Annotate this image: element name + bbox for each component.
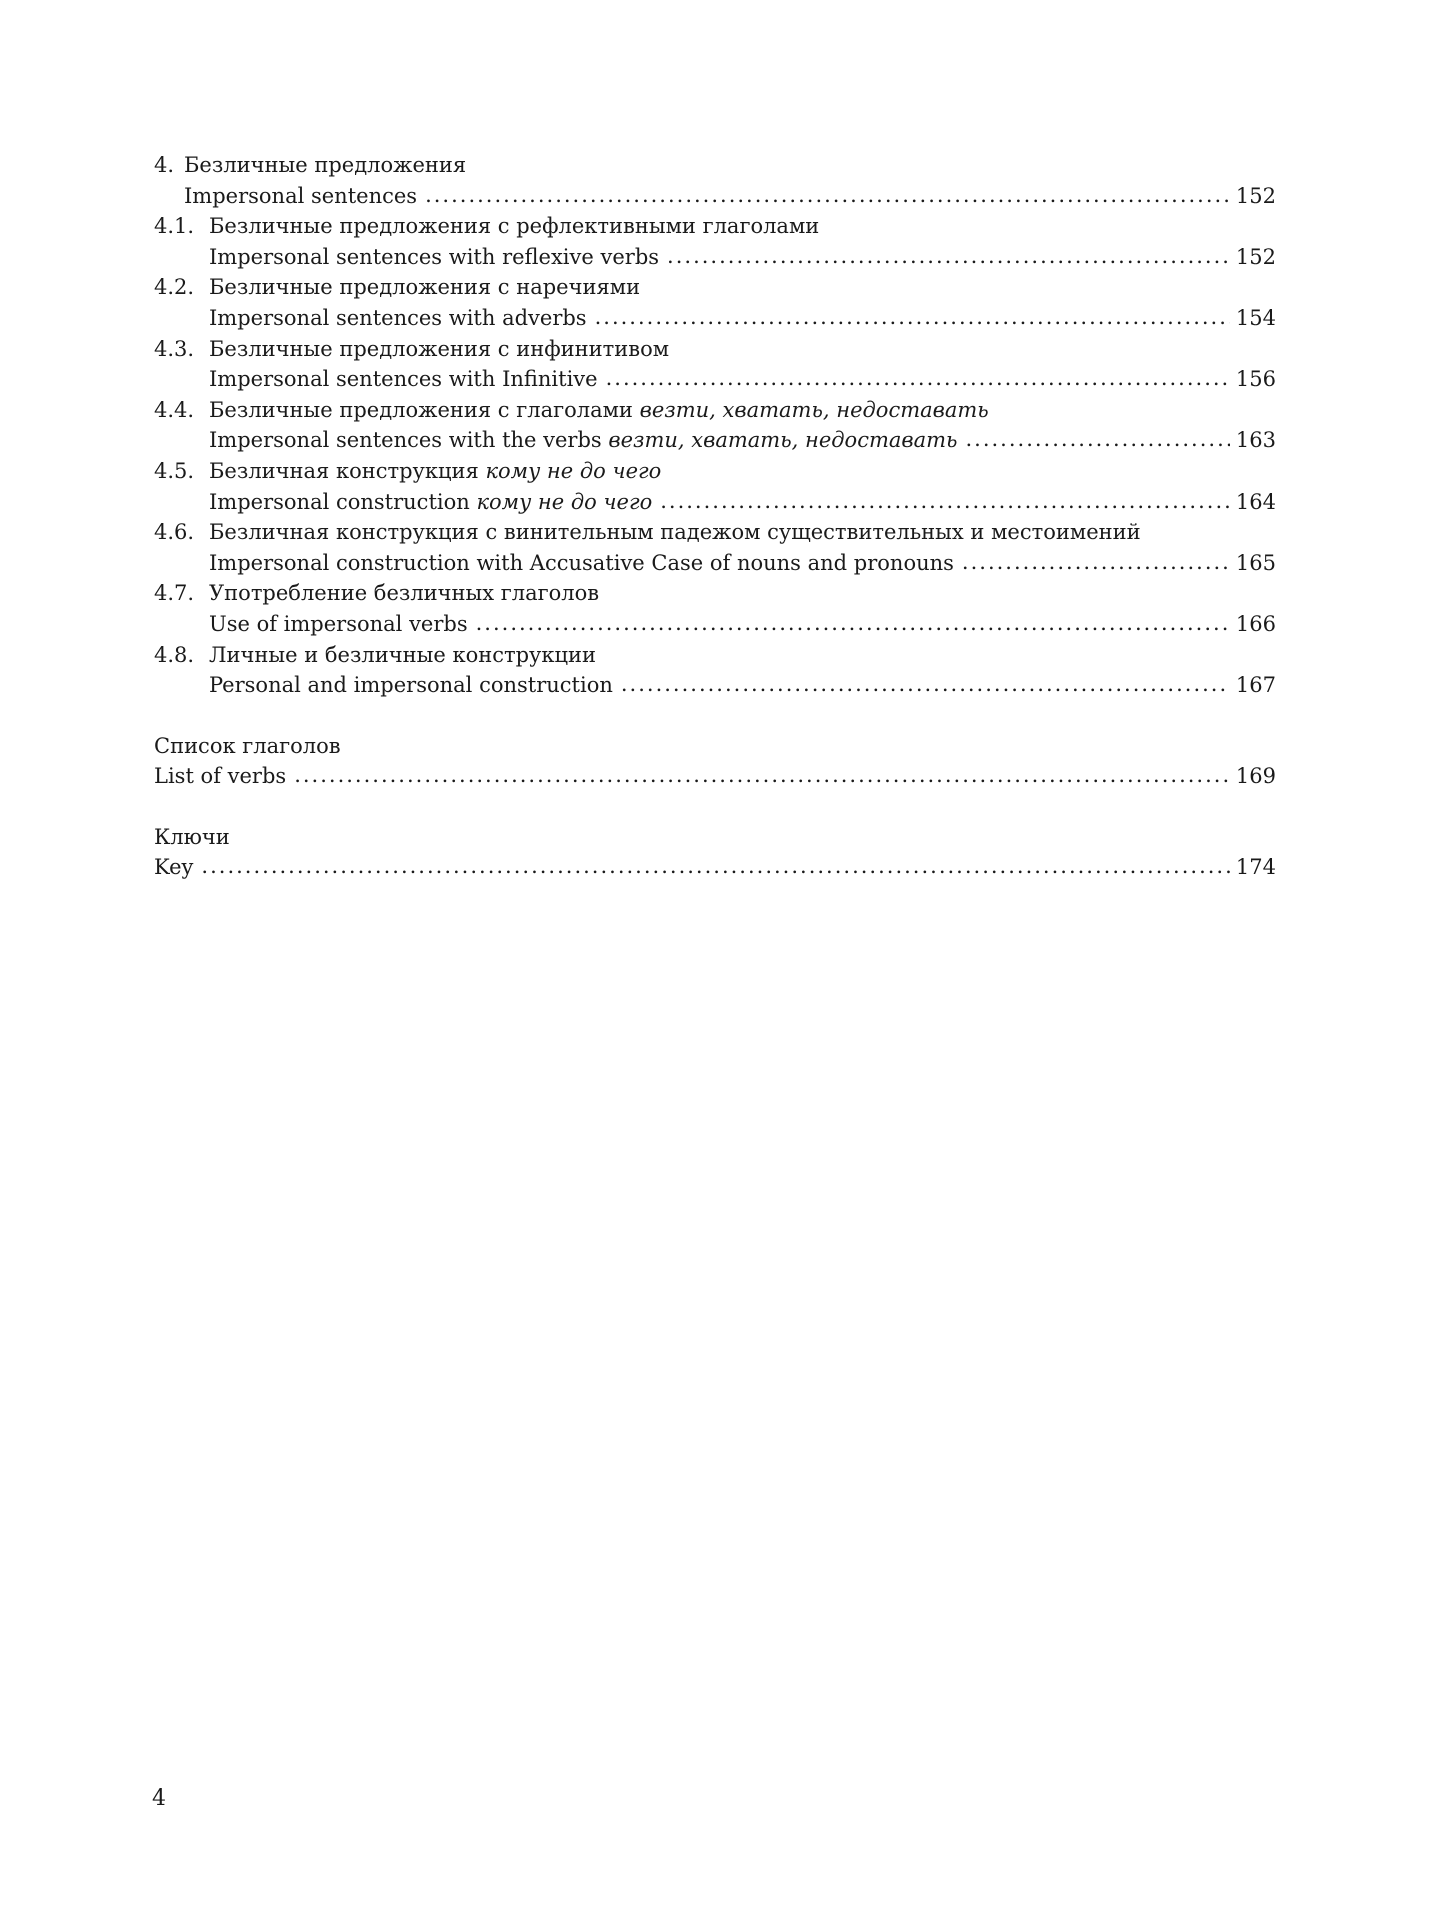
toc-subsection-4-5-heading: [154, 456, 1276, 487]
toc-dot-leader: [476, 608, 1230, 639]
toc-subsection-title-en: Personal and impersonal construction: [209, 673, 613, 698]
toc-section-4-entry[interactable]: [154, 181, 1276, 212]
toc-dot-leader: [965, 424, 1229, 455]
toc-section-4-heading: [154, 150, 1276, 181]
toc-subsection-4-2-entry[interactable]: [154, 303, 1276, 334]
toc-subsection-4-1-entry[interactable]: [154, 242, 1276, 273]
toc-page-number: 154: [1235, 305, 1276, 330]
toc-dot-leader: [606, 363, 1230, 394]
toc-spacer: [154, 792, 1276, 822]
toc-subsection-title-en-plain: Impersonal sentences with the verbs: [209, 428, 602, 453]
toc-subsection-title-ru-italic: кому не до чего: [485, 458, 662, 483]
toc-subsection-4-6-heading: [154, 517, 1276, 548]
toc-subsection-4-7-entry[interactable]: [154, 609, 1276, 640]
toc-subsection-title-en: Impersonal sentences with adverbs: [209, 305, 587, 330]
toc-subsection-title-en-italic: везти, хватать, недоставать: [608, 428, 958, 453]
toc-section-number: 4.: [154, 153, 175, 177]
toc-subsection-number: 4.8.: [154, 642, 195, 667]
toc-subsection-title-ru: Безличные предложения с наречиями: [209, 275, 641, 300]
toc-dot-leader: [201, 851, 1229, 882]
toc-subsection-title-ru: Употребление безличных глаголов: [209, 581, 600, 606]
toc-subsection-title-ru: Безличные предложения с рефлективными глаголами: [209, 214, 820, 239]
toc-dot-leader: [667, 241, 1230, 272]
toc-section-title-ru: Безличные предложения: [184, 153, 467, 177]
toc-page-number: 166: [1235, 611, 1276, 636]
toc-appendix-title-ru: Список глаголов: [154, 733, 341, 758]
toc-appendix-title-en: List of verbs: [154, 764, 287, 789]
toc-subsection-4-7-heading: [154, 578, 1276, 609]
toc-subsection-title-ru: [209, 395, 989, 426]
toc-subsection-number: 4.7.: [154, 581, 195, 606]
toc-page-number: 164: [1235, 489, 1276, 514]
toc-page-number: 156: [1235, 367, 1276, 392]
toc-subsection-4-5-entry[interactable]: [154, 487, 1276, 518]
toc-page-number: 152: [1235, 183, 1276, 208]
toc-list-of-verbs-heading: [154, 731, 1276, 762]
toc-subsection-4-4-entry[interactable]: [154, 425, 1276, 456]
toc-subsection-title-en-plain: Impersonal construction: [209, 489, 470, 514]
toc-subsection-title-ru-plain: Безличные предложения с глаголами: [209, 397, 633, 422]
toc-appendix-title-ru: Ключи: [154, 824, 230, 849]
toc-page-number: 163: [1235, 428, 1276, 453]
toc-subsection-title-en-italic: кому не до чего: [476, 489, 653, 514]
toc-subsection-title-ru: [209, 456, 661, 487]
toc-list-of-verbs-entry[interactable]: [154, 761, 1276, 792]
toc-subsection-number: 4.5.: [154, 458, 195, 483]
toc-subsection-title-en: Impersonal construction with Accusative Case of nouns and pronouns: [209, 550, 954, 575]
toc-dot-leader: [595, 302, 1230, 333]
toc-dot-leader: [962, 547, 1230, 578]
toc-subsection-title-ru: Личные и безличные конструкции: [209, 642, 597, 667]
toc-subsection-4-4-heading: [154, 395, 1276, 426]
toc-dot-leader: [621, 669, 1230, 700]
toc-subsection-number: 4.3.: [154, 336, 195, 361]
toc-subsection-title-en: [209, 425, 957, 456]
toc-dot-leader: [660, 486, 1230, 517]
toc-appendix-title-en: Key: [154, 855, 194, 880]
toc-subsection-number: 4.4.: [154, 397, 195, 422]
toc-keys-entry[interactable]: [154, 852, 1276, 883]
toc-subsection-4-3-entry[interactable]: [154, 364, 1276, 395]
toc-subsection-title-en: Impersonal sentences with Infinitive: [209, 367, 598, 392]
toc-subsection-title-ru: Безличная конструкция с винительным падежом существительных и местоимений: [209, 520, 1141, 545]
toc-page-number: 169: [1235, 764, 1276, 789]
toc-page-number: 165: [1235, 550, 1276, 575]
toc-subsection-title-ru-plain: Безличная конструкция: [209, 458, 479, 483]
toc-dot-leader: [425, 180, 1230, 211]
toc-page-number: 152: [1235, 244, 1276, 269]
toc-page-number: 167: [1235, 673, 1276, 698]
toc-section-title-en: Impersonal sentences: [184, 183, 418, 208]
toc-subsection-number: 4.1.: [154, 214, 195, 239]
toc-subsection-title-ru-italic: везти, хватать, недоставать: [639, 397, 989, 422]
toc-keys-heading: [154, 822, 1276, 853]
toc-subsection-4-8-entry[interactable]: [154, 670, 1276, 701]
toc-subsection-title-ru: Безличные предложения с инфинитивом: [209, 336, 670, 361]
toc-page-number: 174: [1235, 855, 1276, 880]
toc-subsection-4-6-entry[interactable]: [154, 548, 1276, 579]
toc-dot-leader: [294, 760, 1230, 791]
toc-subsection-title-en: Use of impersonal verbs: [209, 611, 468, 636]
toc-subsection-4-2-heading: [154, 272, 1276, 303]
toc-subsection-title-en: [209, 487, 652, 518]
toc-spacer: [154, 701, 1276, 731]
toc-subsection-title-en: Impersonal sentences with reflexive verbs: [209, 244, 660, 269]
toc-subsection-4-1-heading: [154, 211, 1276, 242]
toc-subsection-number: 4.6.: [154, 520, 195, 545]
page-number: 4: [152, 1786, 166, 1811]
table-of-contents: [154, 150, 1276, 883]
toc-subsection-4-3-heading: [154, 334, 1276, 365]
toc-subsection-number: 4.2.: [154, 275, 195, 300]
toc-subsection-4-8-heading: [154, 640, 1276, 671]
